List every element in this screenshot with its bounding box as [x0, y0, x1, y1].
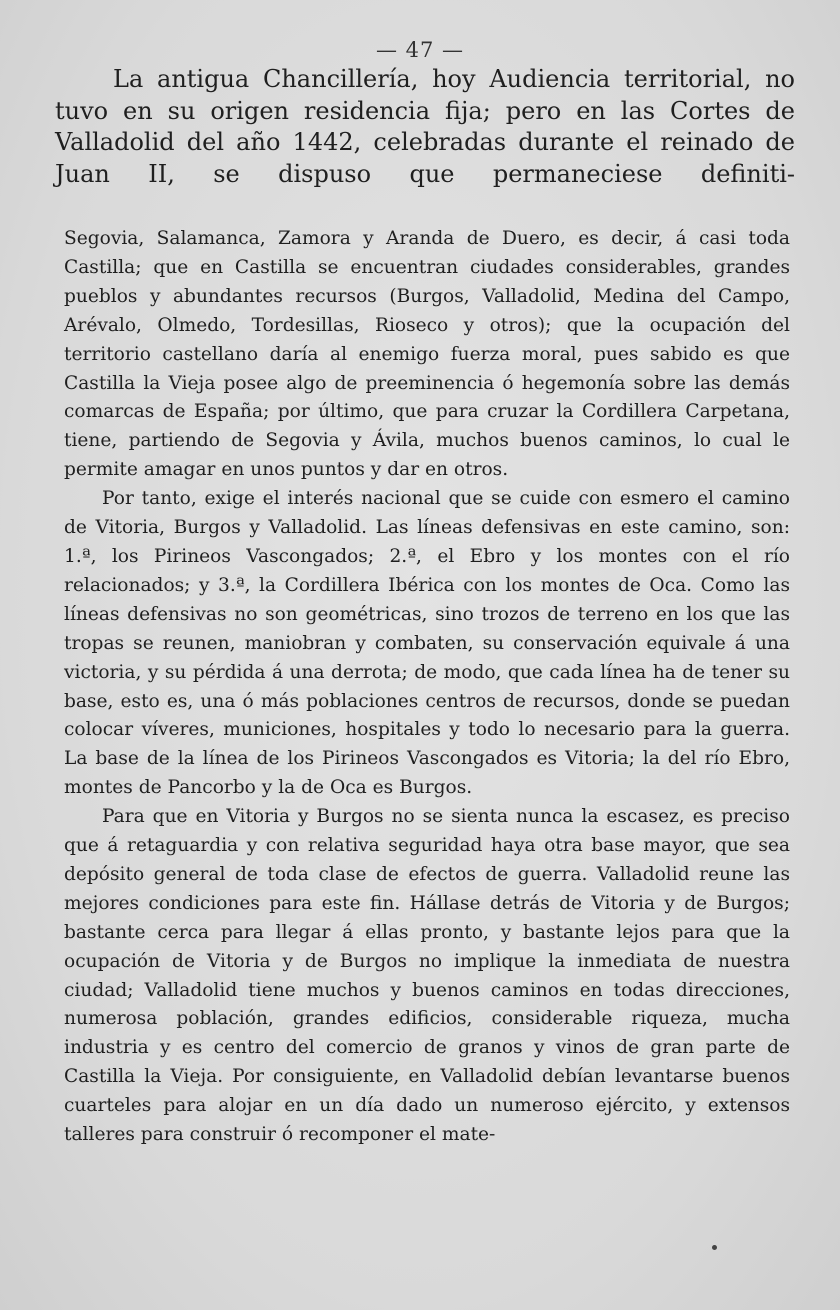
page-number: — 47 —	[375, 38, 465, 62]
paragraph-defense-lines: Por tanto, exige el interés nacional que se cuide con esmero el camino de Vitoria, Burgos y Valladolid. Las líneas defensivas en este camino, son: 1.ª, los Pirineos Vascongados; 2.ª, el Ebro y los montes con el río relacionados; y 3.ª, la Cordillera Ibérica con los montes de Oca. Como las líneas defensivas no son geométricas, sino trozos de terreno en los que las tropas se reunen, maniobran y combaten, su conservación equivale á una victoria, y su pérdida á una derrota; de modo, que cada línea ha de tener su base, esto es, una ó más poblaciones centros de recursos, donde se puedan colocar víveres, municiones, hospitales y todo lo necesario para la guerra. La base de la línea de los Pirineos Vascongados es Vitoria; la del río Ebro, montes de Pancorbo y la de Oca es Burgos.	[64, 488, 790, 799]
paragraph-valladolid-base: Para que en Vitoria y Burgos no se sienta nunca la escasez, es preciso que á retaguardia y con relativa seguridad haya otra base mayor, que sea depósito general de toda clase de efectos de guerra. Valladolid reune las mejores condiciones para este fin. Hállase detrás de Vitoria y de Burgos; bastante cerca para llegar á ellas pronto, y bastante lejos para que la ocupación de Vitoria y de Burgos no implique la inmediata de nuestra ciudad; Valladolid tiene muchos y buenos caminos en todas direcciones, numerosa población, grandes edificios, considerable riqueza, mucha industria y es centro del comercio de granos y vinos de gran parte de Castilla la Vieja. Por consiguiente, en Valladolid debían levantarse buenos cuarteles para alojar en un día dado un numeroso ejército, y extensos talleres para construir ó recomponer el mate-	[64, 806, 790, 1146]
ink-speck	[712, 1245, 717, 1250]
upper-paragraph: La antigua Chancillería, hoy Audiencia territorial, no tuvo en su origen residencia fija; pero en las Cortes de Valladolid del año 1442, celebradas durante el reinado de Juan II, se dispuso que permaneciese definiti-	[55, 65, 795, 188]
lower-text-block	[64, 225, 790, 1150]
paragraph-continued: Segovia, Salamanca, Zamora y Aranda de Duero, es decir, á casi toda Castilla; que en Castilla se encuentran ciudades considerables, grandes pueblos y abundantes recursos (Burgos, Valladolid, Medina del Campo, Arévalo, Olmedo, Tordesillas, Rioseco y otros); que la ocupación del territorio castellano daría al enemigo fuerza moral, pues sabido es que Castilla la Vieja posee algo de preeminencia ó hegemonía sobre las demás comarcas de España; por último, que para cruzar la Cordillera Carpetana, tiene, partiendo de Segovia y Ávila, muchos buenos caminos, lo cual le permite amagar en unos puntos y dar en otros.	[64, 228, 790, 481]
